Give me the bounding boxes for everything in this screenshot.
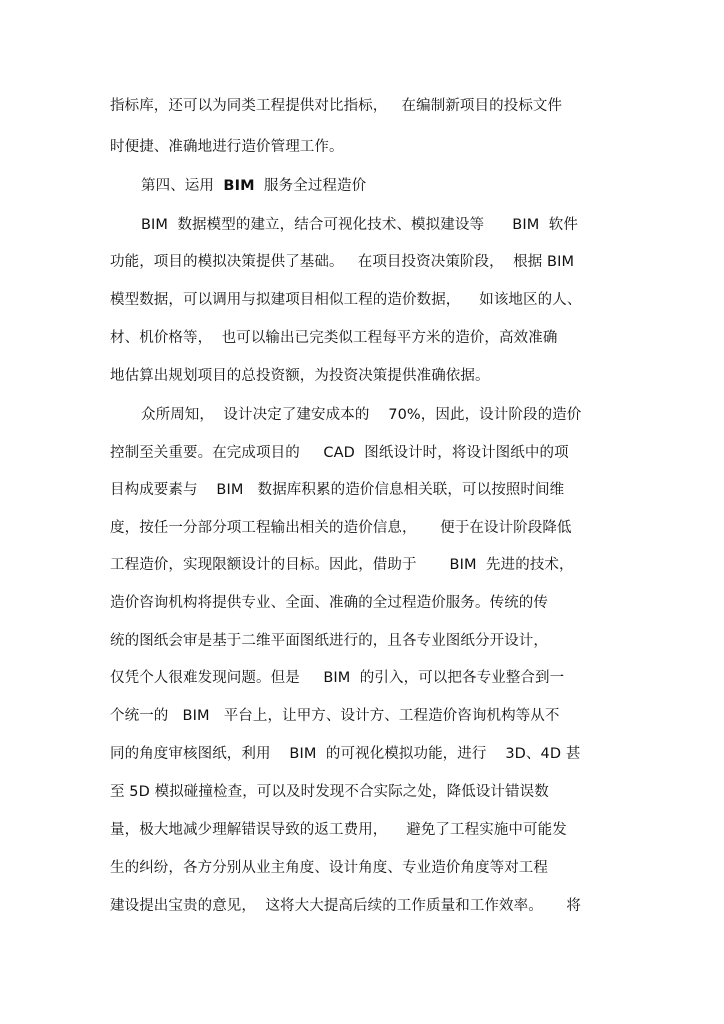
heading-bim-term: BIM	[223, 178, 255, 194]
paragraph-line: 目构成要素与 BIM 数据库积累的造价信息相关联，可以按照时间维	[110, 482, 565, 498]
paragraph-line: 度，按任一分部分项工程输出相关的造价信息， 便于在设计阶段降低	[110, 520, 572, 536]
paragraph-line: 生的纠纷，各方分别从业主角度、设计角度、专业造价角度等对工程	[110, 860, 548, 876]
paragraph-line: 众所周知， 设计决定了建安成本的 70%，因此，设计阶段的造价	[141, 407, 582, 423]
paragraph-line: 统的图纸会审是基于二维平面图纸进行的，且各专业图纸分开设计，	[110, 633, 548, 649]
paragraph-line: 控制至关重要。在完成项目的 CAD 图纸设计时，将设计图纸中的项	[110, 445, 569, 461]
paragraph-line: 个统一的 BIM 平台上，让甲方、设计方、工程造价咨询机构等从不	[110, 708, 560, 724]
paragraph-line: 功能，项目的模拟决策提供了基础。 在项目投资决策阶段， 根据 BIM	[110, 254, 575, 270]
paragraph-line: 工程造价，实现限额设计的目标。因此，借助于 BIM 先进的技术，	[110, 557, 574, 573]
paragraph-line: BIM 数据模型的建立，结合可视化技术、模拟建设等 BIM 软件	[141, 217, 578, 233]
paragraph-line: 同的角度审核图纸，利用 BIM 的可视化模拟功能，进行 3D、4D 甚	[110, 746, 581, 762]
paragraph-line: 量，极大地减少理解错误导致的返工费用， 避免了工程实施中可能发	[110, 822, 567, 838]
paragraph-line: 地估算出规划项目的总投资额，为投资决策提供准确依据。	[110, 368, 490, 384]
paragraph-line: 造价咨询机构将提供专业、全面、准确的全过程造价服务。传统的传	[110, 595, 548, 611]
paragraph-line: 指标库，还可以为同类工程提供对比指标， 在编制新项目的投标文件	[110, 98, 563, 114]
paragraph-line: 建设提出宝贵的意见， 这将大大提高后续的工作质量和工作效率。 将	[110, 898, 581, 914]
paragraph-line: 时便捷、准确地进行造价管理工作。	[110, 139, 344, 155]
paragraph-line: 模型数据，可以调用与拟建项目相似工程的造价数据， 如该地区的人、	[110, 292, 582, 308]
section-heading: 第四、运用 BIM 服务全过程造价	[141, 178, 367, 194]
paragraph-line: 仅凭个人很难发现问题。但是 BIM 的引入，可以把各专业整合到一	[110, 670, 565, 686]
paragraph-line: 材、机价格等， 也可以输出已完类似工程每平方米的造价，高效准确	[110, 330, 558, 346]
paragraph-line: 至 5D 模拟碰撞检查，可以及时发现不合实际之处，降低设计错误数	[110, 784, 549, 800]
